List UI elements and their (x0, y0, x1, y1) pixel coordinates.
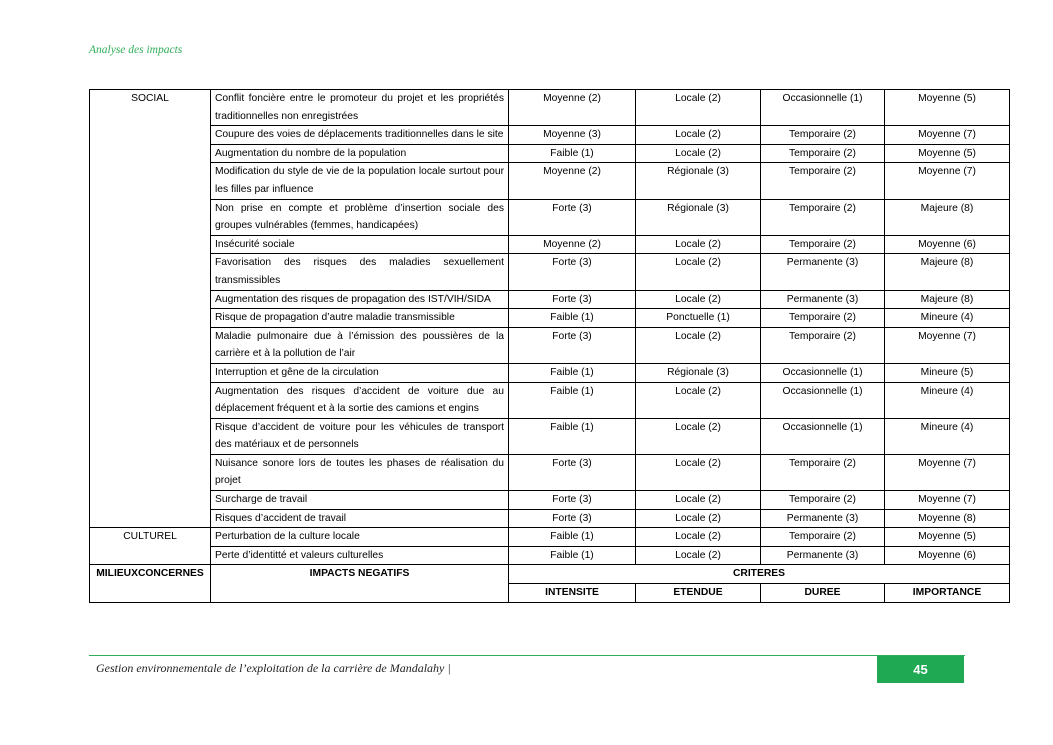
header-intensite: INTENSITE (509, 584, 636, 603)
importance-cell: Moyenne (5) (885, 90, 1010, 126)
impacts-table (89, 89, 1010, 603)
intensite-cell: Faible (1) (509, 363, 636, 382)
table-row (90, 418, 1010, 454)
impact-cell: Augmentation des risques de propagation des IST/VIH/SIDA (211, 290, 509, 309)
duree-cell: Temporaire (2) (761, 199, 885, 235)
table-row (90, 199, 1010, 235)
etendue-cell: Régionale (3) (636, 163, 761, 199)
importance-cell: Mineure (4) (885, 418, 1010, 454)
etendue-cell: Locale (2) (636, 528, 761, 547)
duree-cell: Temporaire (2) (761, 163, 885, 199)
table-row (90, 327, 1010, 363)
table-row (90, 363, 1010, 382)
etendue-cell: Locale (2) (636, 254, 761, 290)
intensite-cell: Faible (1) (509, 418, 636, 454)
importance-cell: Moyenne (5) (885, 144, 1010, 163)
impact-cell: Favorisation des risques des maladies sexuellement transmissibles (211, 254, 509, 290)
impact-cell: Augmentation des risques d’accident de voiture due au déplacement fréquent et à la sortie des camions et engins (211, 382, 509, 418)
duree-cell: Occasionnelle (1) (761, 382, 885, 418)
impact-cell: Conflit foncière entre le promoteur du projet et les propriétés traditionnelles non enregistrées (211, 90, 509, 126)
table-row (90, 144, 1010, 163)
importance-cell: Moyenne (7) (885, 454, 1010, 490)
intensite-cell: Faible (1) (509, 528, 636, 547)
table-row (90, 491, 1010, 510)
etendue-cell: Locale (2) (636, 126, 761, 145)
etendue-cell: Locale (2) (636, 382, 761, 418)
etendue-cell: Locale (2) (636, 546, 761, 565)
duree-cell: Permanente (3) (761, 254, 885, 290)
etendue-cell: Locale (2) (636, 235, 761, 254)
intensite-cell: Forte (3) (509, 199, 636, 235)
impact-cell: Nuisance sonore lors de toutes les phases de réalisation du projet (211, 454, 509, 490)
importance-cell: Mineure (5) (885, 363, 1010, 382)
duree-cell: Temporaire (2) (761, 528, 885, 547)
impact-cell: Perturbation de la culture locale (211, 528, 509, 547)
table-row (90, 546, 1010, 565)
importance-cell: Mineure (4) (885, 309, 1010, 328)
etendue-cell: Locale (2) (636, 491, 761, 510)
table-row (90, 235, 1010, 254)
impact-cell: Risque de propagation d’autre maladie transmissible (211, 309, 509, 328)
milieu-culturel-label: CULTUREL (90, 528, 211, 565)
impact-cell: Perte d’identitté et valeurs culturelles (211, 546, 509, 565)
intensite-cell: Faible (1) (509, 309, 636, 328)
etendue-cell: Locale (2) (636, 454, 761, 490)
duree-cell: Occasionnelle (1) (761, 418, 885, 454)
etendue-cell: Locale (2) (636, 290, 761, 309)
impacts-table-body (90, 90, 1010, 603)
table-row (90, 454, 1010, 490)
duree-cell: Permanente (3) (761, 546, 885, 565)
impact-cell: Augmentation du nombre de la population (211, 144, 509, 163)
table-row (90, 528, 1010, 547)
table-row (90, 126, 1010, 145)
etendue-cell: Ponctuelle (1) (636, 309, 761, 328)
footer-text: Gestion environnementale de l’exploitation de la carrière de Mandalahy | (96, 661, 451, 675)
etendue-cell: Locale (2) (636, 418, 761, 454)
importance-cell: Moyenne (7) (885, 126, 1010, 145)
table-row (90, 163, 1010, 199)
impact-cell: Insécurité sociale (211, 235, 509, 254)
intensite-cell: Forte (3) (509, 509, 636, 528)
duree-cell: Temporaire (2) (761, 327, 885, 363)
page-number: 45 (877, 656, 964, 683)
header-milieux: MILIEUXCONCERNES (90, 565, 211, 602)
table-row (90, 254, 1010, 290)
impact-cell: Risque d’accident de voiture pour les véhicules de transport des matériaux et de personnels (211, 418, 509, 454)
duree-cell: Occasionnelle (1) (761, 90, 885, 126)
importance-cell: Moyenne (6) (885, 235, 1010, 254)
impact-cell: Coupure des voies de déplacements traditionnelles dans le site (211, 126, 509, 145)
duree-cell: Temporaire (2) (761, 309, 885, 328)
table-row (90, 382, 1010, 418)
duree-cell: Temporaire (2) (761, 491, 885, 510)
intensite-cell: Moyenne (3) (509, 126, 636, 145)
intensite-cell: Faible (1) (509, 382, 636, 418)
header-criteres: CRITERES (509, 565, 1010, 584)
intensite-cell: Forte (3) (509, 327, 636, 363)
table-row (90, 309, 1010, 328)
duree-cell: Temporaire (2) (761, 144, 885, 163)
header-importance: IMPORTANCE (885, 584, 1010, 603)
intensite-cell: Moyenne (2) (509, 90, 636, 126)
duree-cell: Temporaire (2) (761, 235, 885, 254)
importance-cell: Majeure (8) (885, 254, 1010, 290)
duree-cell: Permanente (3) (761, 290, 885, 309)
intensite-cell: Forte (3) (509, 290, 636, 309)
etendue-cell: Locale (2) (636, 90, 761, 126)
header-impacts: IMPACTS NEGATIFS (211, 565, 509, 602)
table-row (90, 290, 1010, 309)
importance-cell: Moyenne (7) (885, 327, 1010, 363)
importance-cell: Moyenne (7) (885, 491, 1010, 510)
importance-cell: Moyenne (8) (885, 509, 1010, 528)
intensite-cell: Faible (1) (509, 546, 636, 565)
importance-cell: Moyenne (5) (885, 528, 1010, 547)
duree-cell: Permanente (3) (761, 509, 885, 528)
intensite-cell: Moyenne (2) (509, 163, 636, 199)
etendue-cell: Locale (2) (636, 144, 761, 163)
duree-cell: Temporaire (2) (761, 454, 885, 490)
etendue-cell: Locale (2) (636, 509, 761, 528)
impact-cell: Non prise en compte et problème d’insertion sociale des groupes vulnérables (femmes, handicapées) (211, 199, 509, 235)
etendue-cell: Régionale (3) (636, 199, 761, 235)
intensite-cell: Forte (3) (509, 454, 636, 490)
impact-cell: Risques d’accident de travail (211, 509, 509, 528)
impact-cell: Interruption et gêne de la circulation (211, 363, 509, 382)
intensite-cell: Forte (3) (509, 491, 636, 510)
duree-cell: Occasionnelle (1) (761, 363, 885, 382)
importance-cell: Moyenne (7) (885, 163, 1010, 199)
importance-cell: Moyenne (6) (885, 546, 1010, 565)
intensite-cell: Moyenne (2) (509, 235, 636, 254)
header-duree: DUREE (761, 584, 885, 603)
milieu-social-label: SOCIAL (90, 90, 211, 528)
footer-divider (89, 655, 965, 656)
table-header-row (90, 565, 1010, 584)
importance-cell: Majeure (8) (885, 199, 1010, 235)
impact-cell: Maladie pulmonaire due à l’émission des poussières de la carrière et à la pollution de l’air (211, 327, 509, 363)
importance-cell: Majeure (8) (885, 290, 1010, 309)
importance-cell: Mineure (4) (885, 382, 1010, 418)
intensite-cell: Faible (1) (509, 144, 636, 163)
intensite-cell: Forte (3) (509, 254, 636, 290)
header-etendue: ETENDUE (636, 584, 761, 603)
duree-cell: Temporaire (2) (761, 126, 885, 145)
table-row (90, 90, 1010, 126)
table-row (90, 509, 1010, 528)
impact-cell: Surcharge de travail (211, 491, 509, 510)
etendue-cell: Locale (2) (636, 327, 761, 363)
etendue-cell: Régionale (3) (636, 363, 761, 382)
page-header-title: Analyse des impacts (89, 44, 183, 56)
impact-cell: Modification du style de vie de la population locale surtout pour les filles par influence (211, 163, 509, 199)
